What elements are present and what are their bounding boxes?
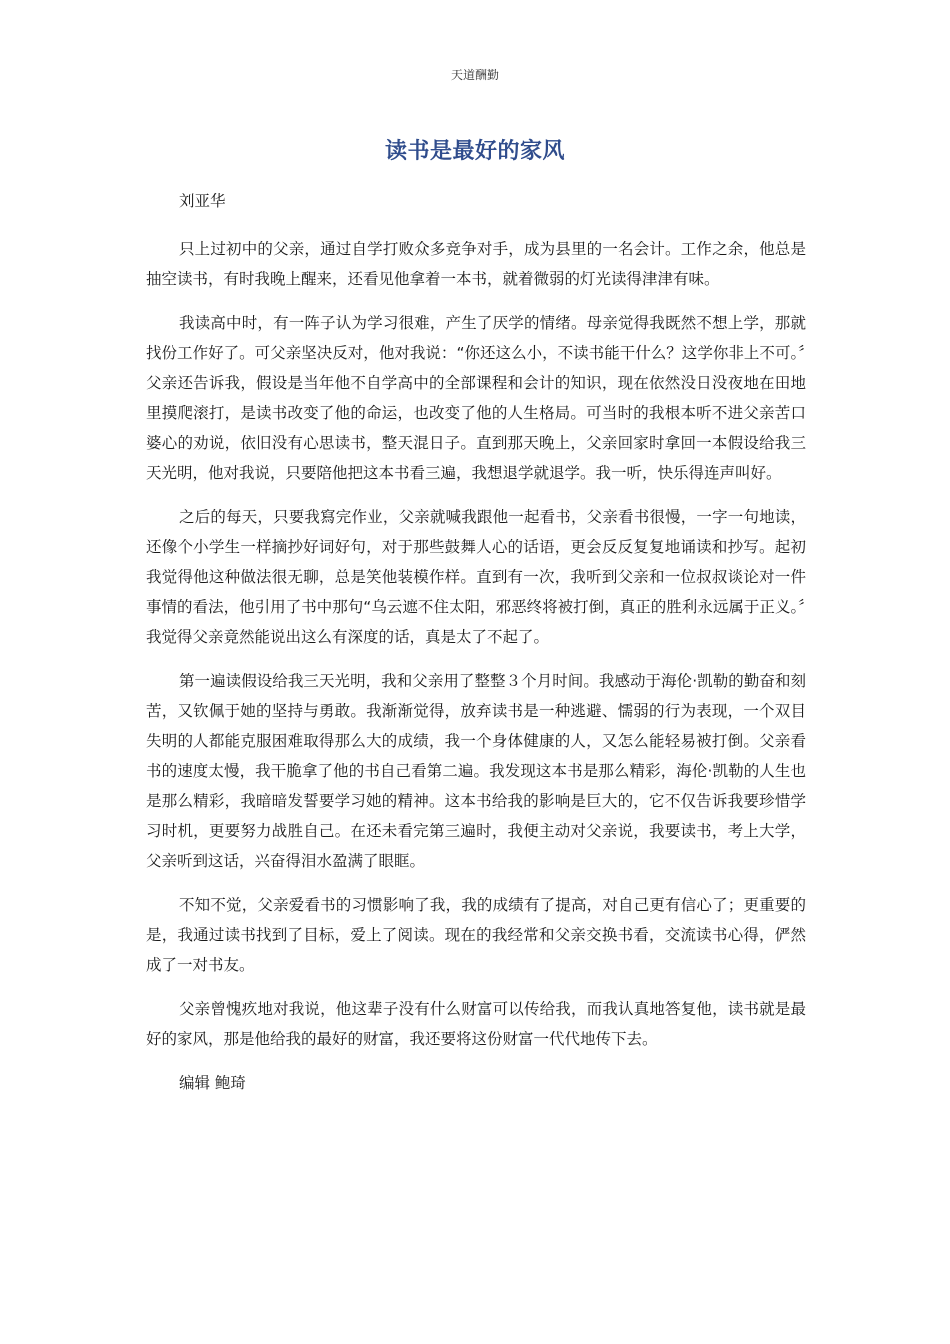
paragraph-3: 之后的每天，只要我寫完作业，父亲就喊我跟他一起看书，父亲看书很慢，一字一句地读，还像个小学生一样摘抄好词好句，对于那些鼓舞人心的话语，更会反反复复地诵读和抄写。起初我觉得他这种做法很无聊，总是笑他装模作样。直到有一次，我听到父亲和一位叔叔谈论对一件事情的看法，他引用了书中那句“乌云遮不住太阳，邪恶终将被打倒，真正的胜利永远属于正义。〞我觉得父亲竟然能说出这么有深度的话，真是太了不起了。 [146,508,806,646]
paragraph-4: 第一遍读假设给我三天光明，我和父亲用了整整３个月时间。我感动于海伦·凯勒的勤奋和刻苦，又钦佩于她的坚持与勇敢。我渐渐觉得，放弃读书是一种逃避、懦弱的行为表现，一个双目失明的人都能克服困难取得那么大的成绩，我一个身体健康的人，又怎么能轻易被打倒。父亲看书的速度太慢，我干脆拿了他的书自己看第二遍。我发现这本书是那么精彩，海伦·凯勒的人生也是那么精彩，我暗暗发誓要学习她的精神。这本书给我的影响是巨大的，它不仅告诉我要珍惜学习时机，更要努力战胜自己。在还未看完第三遍时，我便主动对父亲说，我要读书，考上大学，父亲听到这话，兴奋得泪水盈满了眼眶。 [146,672,806,870]
paragraph-1: 只上过初中的父亲，通过自学打败众多竞争对手，成为县里的一名会计。工作之余，他总是抽空读书，有时我晚上醒来，还看见他拿着一本书，就着微弱的灯光读得津津有味。 [146,240,806,288]
editor-credit: 编辑 鲍琦 [179,1074,246,1092]
article-title: 读书是最好的家风 [384,139,565,164]
paragraph-5: 不知不觉，父亲爱看书的习惯影响了我，我的成绩有了提高，对自己更有信心了；更重要的是，我通过读书找到了目标，爱上了阅读。现在的我经常和父亲交换书看，交流读书心得，俨然成了一对书友。 [146,896,806,974]
paragraph-6: 父亲曾愧疚地对我说，他这辈子没有什么财富可以传给我，而我认真地答复他，读书就是最好的家风，那是他给我的最好的财富，我还要将这份财富一代代地传下去。 [146,1000,806,1048]
article-body [146,186,806,1116]
paragraph-2: 我读高中时，有一阵子认为学习很难，产生了厌学的情绪。母亲觉得我既然不想上学，那就找份工作好了。可父亲坚决反对，他对我说：“你还这么小，不读书能干什么？这学你非上不可。〞父亲还告诉我，假设是当年他不自学高中的全部课程和会计的知识，现在依然没日没夜地在田地里摸爬滚打，是读书改变了他的命运，也改变了他的人生格局。可当时的我根本听不进父亲苦口婆心的劝说，依旧没有心思读书，整天混日子。直到那天晚上，父亲回家时拿回一本假设给我三天光明，他对我说，只要陪他把这本书看三遍，我想退学就退学。我一听，快乐得连声叫好。 [146,314,806,482]
running-header: 天道酬勤 [450,68,499,82]
author-byline: 刘亚华 [179,192,226,210]
